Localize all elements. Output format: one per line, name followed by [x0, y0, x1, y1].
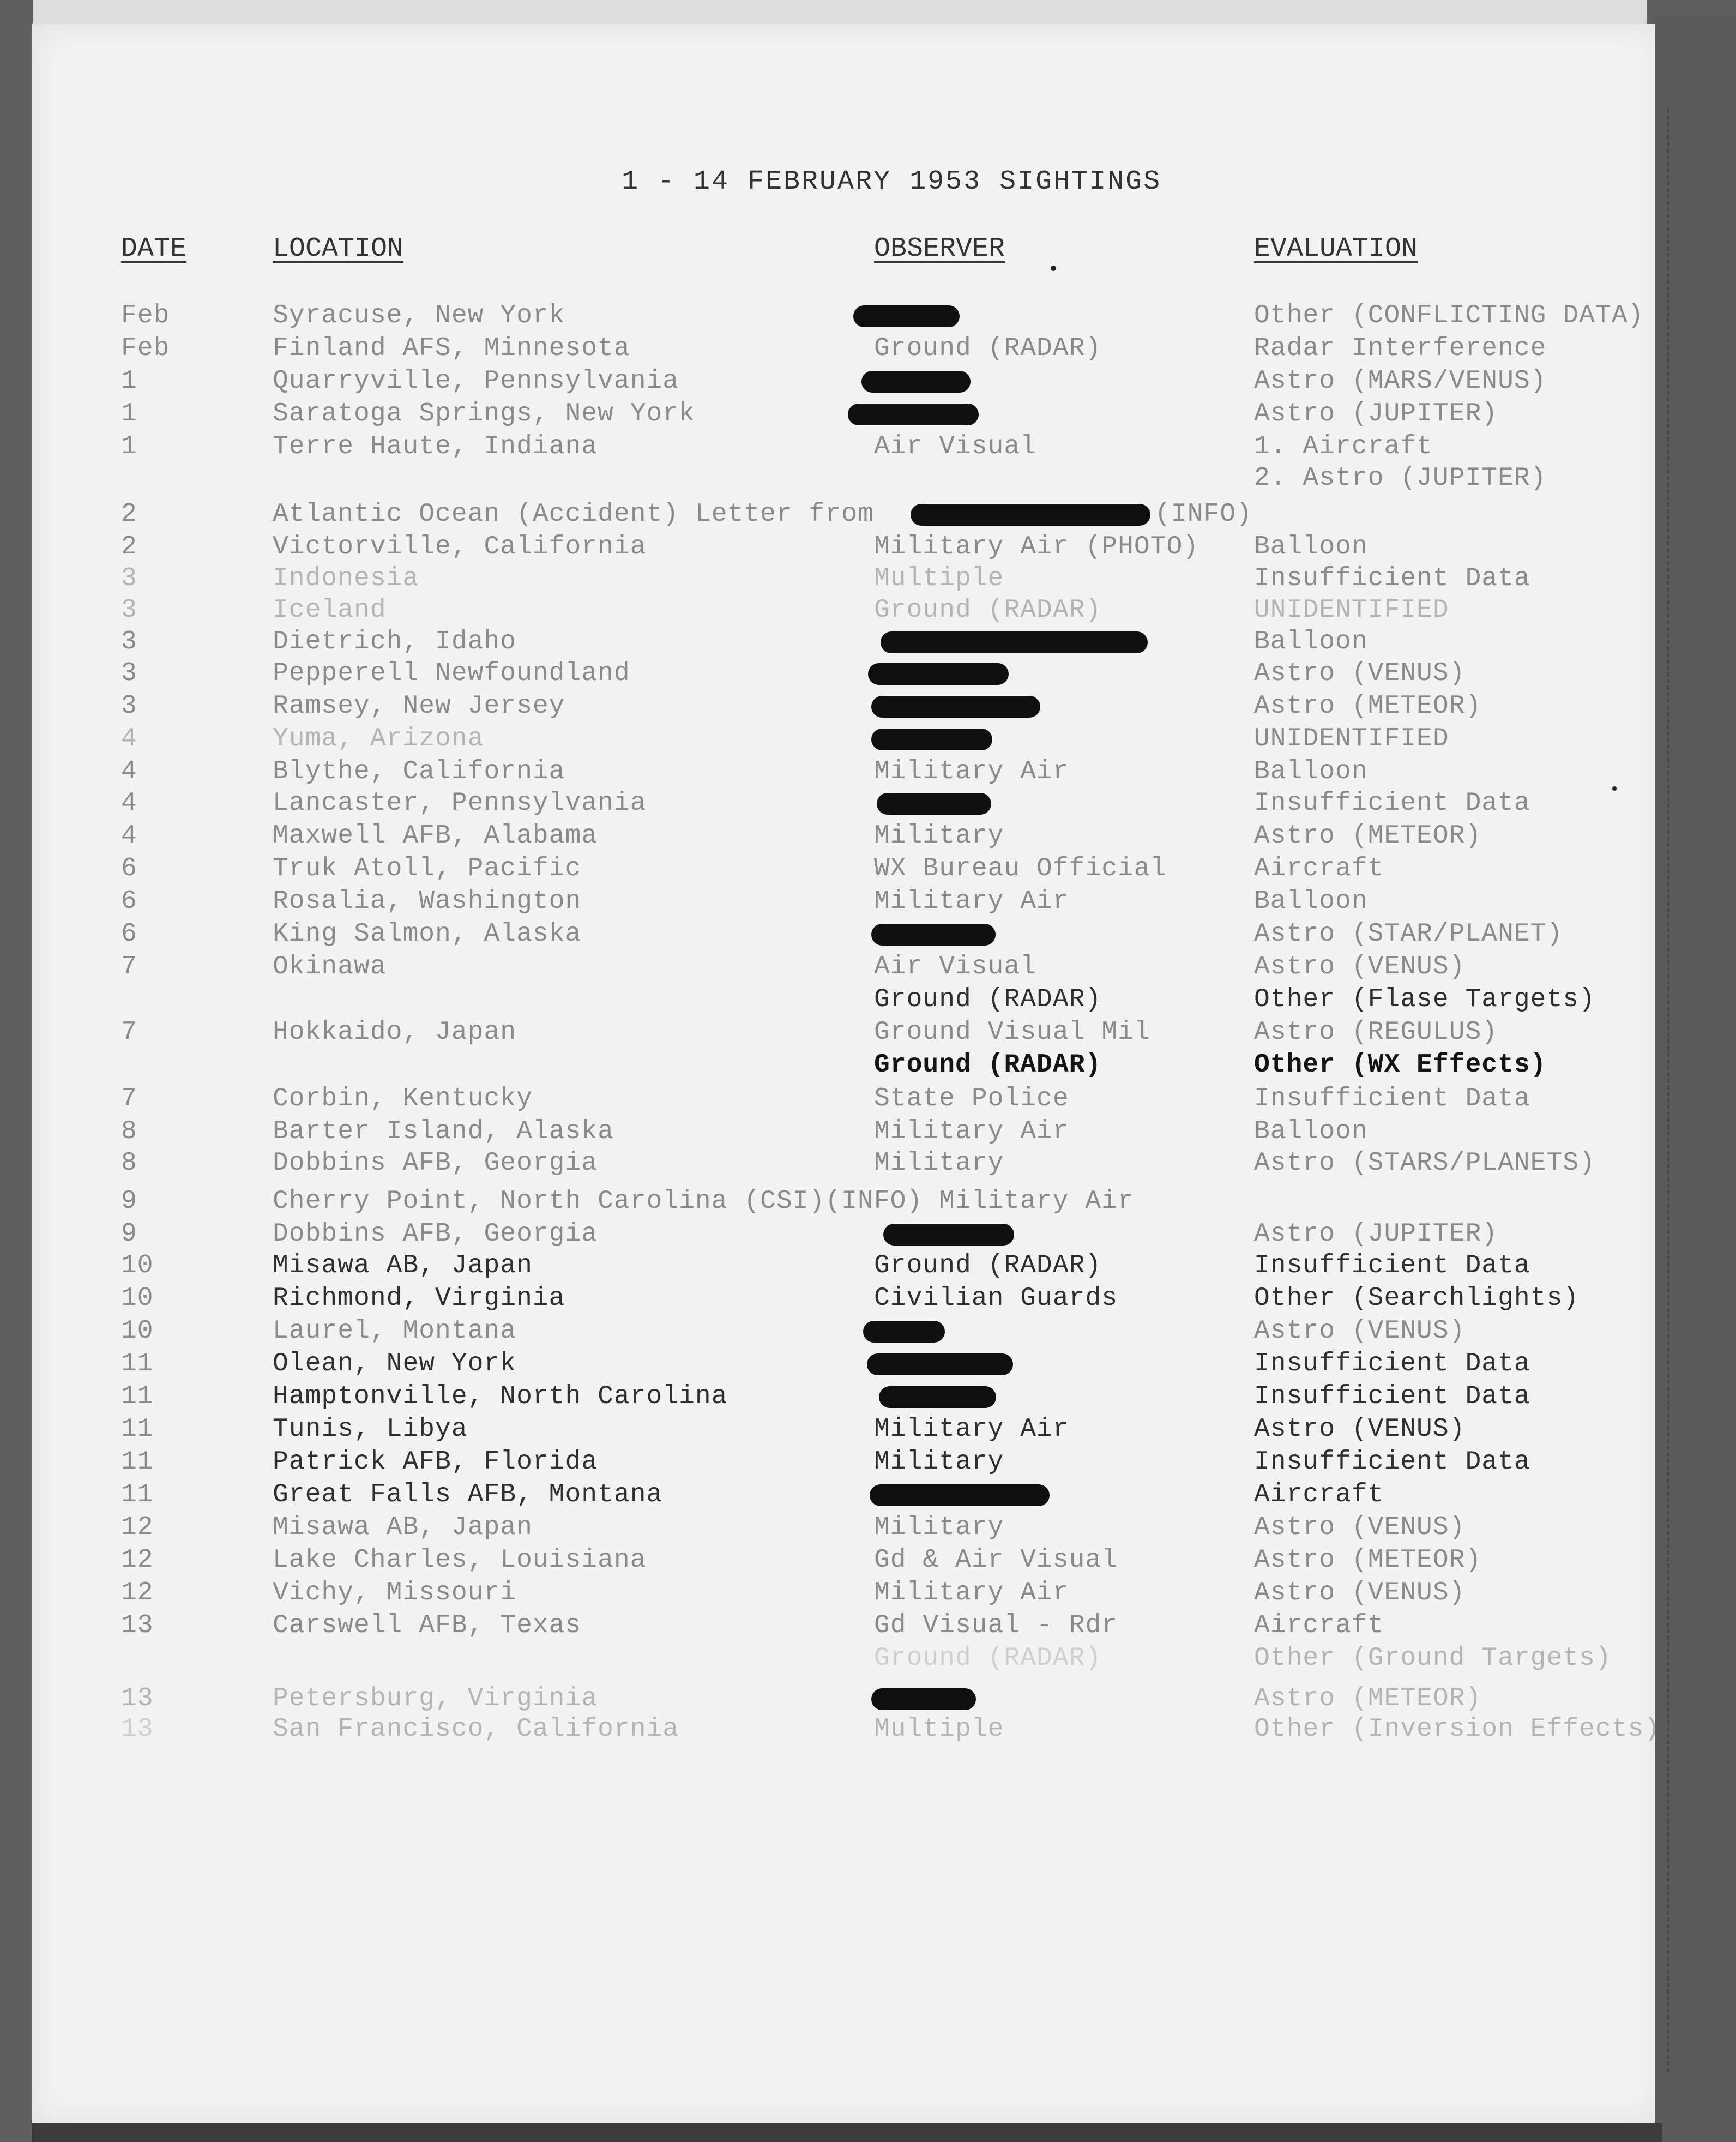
cell-evaluation: Insufficient Data	[1254, 1084, 1530, 1114]
cell-location: Patrick AFB, Florida	[273, 1447, 598, 1477]
cell-observer: Military	[874, 1513, 1004, 1542]
cell-evaluation: Balloon	[1254, 627, 1368, 657]
cell-location: Rosalia, Washington	[273, 887, 582, 916]
cell-observer: Military Air (PHOTO)	[874, 532, 1199, 562]
cell-evaluation: 2. Astro (JUPITER)	[1254, 464, 1547, 493]
cell-location: Lake Charles, Louisiana	[273, 1545, 647, 1575]
table-row	[0, 461, 1690, 495]
cell-date: 4	[121, 757, 137, 786]
cell-location: Richmond, Virginia	[273, 1284, 565, 1313]
cell-location: Misawa AB, Japan	[273, 1513, 533, 1542]
cell-evaluation: UNIDENTIFIED	[1254, 595, 1449, 625]
cell-observer: (INFO)	[1155, 500, 1252, 529]
cell-evaluation: Other (Flase Targets)	[1254, 985, 1595, 1014]
cell-location: Dobbins AFB, Georgia	[273, 1148, 598, 1178]
cell-date: 7	[121, 952, 137, 982]
table-row	[0, 1641, 1690, 1675]
table-row	[0, 1115, 1690, 1148]
cell-date: 9	[121, 1187, 137, 1216]
cell-location: Tunis, Libya	[273, 1415, 468, 1444]
cell-date: 6	[121, 887, 137, 916]
cell-observer: Military Air	[874, 887, 1069, 916]
cell-date: 3	[121, 691, 137, 721]
table-row	[0, 332, 1690, 365]
cell-evaluation: Other (Inversion Effects)	[1254, 1714, 1661, 1744]
table-row	[0, 397, 1690, 431]
cell-observer: WX Bureau Official	[874, 854, 1167, 883]
cell-location: Iceland	[273, 595, 387, 625]
cell-date: 11	[121, 1349, 154, 1379]
cell-date: 12	[121, 1545, 154, 1575]
cell-observer: Multiple	[874, 1714, 1004, 1744]
table-row	[0, 755, 1690, 789]
cell-date: 10	[121, 1251, 154, 1280]
column-header-observer: OBSERVER	[874, 233, 1005, 264]
cell-date: 10	[121, 1284, 154, 1313]
cell-date: Feb	[121, 334, 170, 363]
cell-date: Feb	[121, 301, 170, 330]
cell-date: 4	[121, 821, 137, 851]
cell-observer: Military Air	[874, 757, 1069, 786]
redaction-mark	[871, 696, 1040, 718]
cell-observer: Ground (RADAR)	[874, 595, 1102, 625]
cell-evaluation: 1. Aircraft	[1254, 432, 1433, 461]
cell-observer: Ground (RADAR)	[874, 1050, 1102, 1080]
column-header-date: DATE	[121, 233, 187, 264]
cell-location: Corbin, Kentucky	[273, 1084, 533, 1114]
cell-observer: Ground (RADAR)	[874, 334, 1102, 363]
cell-evaluation: Astro (VENUS)	[1254, 952, 1466, 982]
cell-location: Blythe, California	[273, 757, 565, 786]
cell-observer: Military	[874, 821, 1004, 851]
cell-date: 6	[121, 919, 137, 949]
cell-evaluation: Insufficient Data	[1254, 1382, 1530, 1411]
cell-location: Indonesia	[273, 564, 419, 593]
cell-evaluation: Balloon	[1254, 1117, 1368, 1146]
redaction-mark	[863, 1321, 945, 1343]
redaction-mark	[867, 1353, 1013, 1375]
cell-date: 3	[121, 595, 137, 625]
cell-evaluation: Insufficient Data	[1254, 564, 1530, 593]
cell-evaluation: Insufficient Data	[1254, 1349, 1530, 1379]
redaction-mark	[883, 1224, 1014, 1246]
cell-evaluation: Other (CONFLICTING DATA)	[1254, 301, 1644, 330]
cell-observer: Military	[874, 1148, 1004, 1178]
cell-date: 11	[121, 1480, 154, 1509]
redaction-mark	[848, 404, 979, 425]
cell-date: 1	[121, 366, 137, 396]
table-row	[0, 299, 1690, 333]
cell-evaluation: Astro (METEOR)	[1254, 691, 1482, 721]
cell-location: Saratoga Springs, New York	[273, 399, 695, 429]
cell-location: Ramsey, New Jersey	[273, 691, 565, 721]
cell-evaluation: Astro (VENUS)	[1254, 1316, 1466, 1346]
cell-date: 13	[121, 1611, 154, 1640]
table-row	[0, 1478, 1690, 1512]
table-row	[0, 1543, 1690, 1577]
cell-date: 7	[121, 1018, 137, 1047]
cell-evaluation: Astro (MARS/VENUS)	[1254, 366, 1547, 396]
table-row	[0, 819, 1690, 853]
table-row	[0, 625, 1690, 659]
cell-location: Dobbins AFB, Georgia	[273, 1219, 598, 1249]
table-row	[0, 1445, 1690, 1479]
cell-location: Yuma, Arizona	[273, 724, 484, 754]
table-row	[0, 885, 1690, 918]
cell-observer: Ground (RADAR)	[874, 985, 1102, 1014]
redaction-mark	[877, 793, 991, 815]
cell-date: 3	[121, 627, 137, 657]
cell-observer: Ground (RADAR)	[874, 1251, 1102, 1280]
cell-location: Maxwell AFB, Alabama	[273, 821, 598, 851]
cell-date: 3	[121, 659, 137, 688]
cell-evaluation: Astro (JUPITER)	[1254, 1219, 1498, 1249]
table-row	[0, 562, 1690, 595]
cell-location: Olean, New York	[273, 1349, 517, 1379]
cell-observer: Ground Visual Mil	[874, 1018, 1150, 1047]
cell-date: 11	[121, 1415, 154, 1444]
cell-location: Finland AFS, Minnesota	[273, 334, 630, 363]
redaction-mark	[853, 305, 960, 327]
table-row	[0, 497, 1690, 531]
table-row	[0, 786, 1690, 820]
cell-date: 1	[121, 432, 137, 461]
cell-date: 12	[121, 1513, 154, 1542]
redaction-mark	[871, 1688, 976, 1710]
cell-evaluation: Astro (STARS/PLANETS)	[1254, 1148, 1595, 1178]
cell-location: Laurel, Montana	[273, 1316, 517, 1346]
cell-date: 13	[121, 1684, 154, 1713]
table-row	[0, 852, 1690, 886]
table-row	[0, 1015, 1690, 1049]
redaction-mark	[871, 924, 996, 946]
table-row	[0, 1380, 1690, 1413]
table-row	[0, 1281, 1690, 1315]
table-row	[0, 1511, 1690, 1544]
cell-evaluation: Insufficient Data	[1254, 1251, 1530, 1280]
cell-date: 11	[121, 1447, 154, 1477]
table-row	[0, 917, 1690, 951]
cell-observer: Gd & Air Visual	[874, 1545, 1118, 1575]
redaction-mark	[911, 504, 1150, 526]
column-header-evaluation: EVALUATION	[1254, 233, 1418, 264]
table-row	[0, 1609, 1690, 1642]
cell-evaluation: Aircraft	[1254, 1480, 1384, 1509]
cell-location: Dietrich, Idaho	[273, 627, 517, 657]
cell-evaluation: Astro (VENUS)	[1254, 659, 1466, 688]
table-row	[0, 1682, 1690, 1716]
cell-observer: Gd Visual - Rdr	[874, 1611, 1118, 1640]
cell-location: Hamptonville, North Carolina	[273, 1382, 728, 1411]
cell-location: Carswell AFB, Texas	[273, 1611, 582, 1640]
table-row	[0, 1347, 1690, 1381]
cell-location: Victorville, California	[273, 532, 647, 562]
table-row	[0, 430, 1690, 464]
cell-location: Petersburg, Virginia	[273, 1684, 598, 1713]
table-row	[0, 1576, 1690, 1610]
table-row	[0, 722, 1690, 756]
page-title: 1 - 14 FEBRUARY 1953 SIGHTINGS	[622, 166, 1162, 197]
cell-evaluation: Other (Ground Targets)	[1254, 1644, 1612, 1673]
table-row	[0, 983, 1690, 1016]
cell-date: 4	[121, 789, 137, 818]
cell-location: Lancaster, Pennsylvania	[273, 789, 647, 818]
table-row	[0, 1712, 1690, 1746]
cell-date: 1	[121, 399, 137, 429]
cell-location: Pepperell Newfoundland	[273, 659, 630, 688]
cell-evaluation: Astro (JUPITER)	[1254, 399, 1498, 429]
cell-date: 7	[121, 1084, 137, 1114]
scan-top-edge	[33, 0, 1647, 25]
cell-date: 8	[121, 1148, 137, 1178]
cell-date: 12	[121, 1578, 154, 1608]
cell-date: 6	[121, 854, 137, 883]
table-row	[0, 1249, 1690, 1283]
cell-observer: Civilian Guards	[874, 1284, 1118, 1313]
cell-date: 2	[121, 532, 137, 562]
cell-location: Hokkaido, Japan	[273, 1018, 517, 1047]
scan-bottom-edge	[32, 2123, 1662, 2142]
cell-date: 2	[121, 500, 137, 529]
cell-observer: Military Air	[874, 1117, 1069, 1146]
cell-location: Atlantic Ocean (Accident) Letter from	[273, 500, 874, 529]
cell-date: 3	[121, 564, 137, 593]
cell-location: San Francisco, California	[273, 1714, 679, 1744]
cell-evaluation: Aircraft	[1254, 854, 1384, 883]
table-row	[0, 950, 1690, 984]
redaction-mark	[871, 729, 992, 750]
table-row	[0, 1184, 1690, 1218]
cell-evaluation: UNIDENTIFIED	[1254, 724, 1449, 754]
cell-evaluation: Balloon	[1254, 887, 1368, 916]
table-row	[0, 1314, 1690, 1348]
cell-evaluation: Balloon	[1254, 532, 1368, 562]
cell-evaluation: Astro (VENUS)	[1254, 1513, 1466, 1542]
redaction-mark	[861, 371, 971, 393]
table-row	[0, 1146, 1690, 1180]
cell-evaluation: Radar Interference	[1254, 334, 1547, 363]
table-row	[0, 657, 1690, 690]
table-row	[0, 530, 1690, 564]
cell-evaluation: Other (WX Effects)	[1254, 1050, 1547, 1080]
cell-observer: Air Visual	[874, 952, 1037, 982]
redaction-mark	[870, 1484, 1050, 1506]
cell-observer: Ground (RADAR)	[874, 1644, 1102, 1673]
redaction-mark	[868, 663, 1009, 685]
cell-evaluation: Astro (VENUS)	[1254, 1578, 1466, 1608]
cell-location: Terre Haute, Indiana	[273, 432, 598, 461]
redaction-mark	[879, 1386, 996, 1408]
cell-location: Truk Atoll, Pacific	[273, 854, 582, 883]
cell-observer: Multiple	[874, 564, 1004, 593]
cell-evaluation: Other (Searchlights)	[1254, 1284, 1580, 1313]
cell-location: Cherry Point, North Carolina (CSI)(INFO) Military Air	[273, 1187, 1134, 1216]
cell-evaluation: Astro (VENUS)	[1254, 1415, 1466, 1444]
column-header-location: LOCATION	[273, 233, 404, 264]
cell-location: King Salmon, Alaska	[273, 919, 582, 949]
cell-evaluation: Insufficient Data	[1254, 789, 1530, 818]
cell-date: 10	[121, 1316, 154, 1346]
table-row	[0, 1412, 1690, 1446]
cell-location: Great Falls AFB, Montana	[273, 1480, 663, 1509]
cell-observer: Military	[874, 1447, 1004, 1477]
cell-location: Barter Island, Alaska	[273, 1117, 614, 1146]
table-row	[0, 1217, 1690, 1251]
cell-date: 8	[121, 1117, 137, 1146]
redaction-mark	[881, 631, 1148, 653]
cell-location: Misawa AB, Japan	[273, 1251, 533, 1280]
cell-evaluation: Astro (METEOR)	[1254, 821, 1482, 851]
cell-evaluation: Astro (METEOR)	[1254, 1545, 1482, 1575]
cell-location: Syracuse, New York	[273, 301, 565, 330]
cell-date: 9	[121, 1219, 137, 1249]
cell-date: 4	[121, 724, 137, 754]
cell-location: Vichy, Missouri	[273, 1578, 517, 1608]
cell-location: Okinawa	[273, 952, 387, 982]
cell-evaluation: Astro (METEOR)	[1254, 1684, 1482, 1713]
cell-location: Quarryville, Pennsylvania	[273, 366, 679, 396]
table-row	[0, 1082, 1690, 1116]
cell-evaluation: Balloon	[1254, 757, 1368, 786]
table-row	[0, 689, 1690, 723]
cell-evaluation: Insufficient Data	[1254, 1447, 1530, 1477]
cell-observer: State Police	[874, 1084, 1069, 1114]
cell-evaluation: Astro (REGULUS)	[1254, 1018, 1498, 1047]
cell-date: 11	[121, 1382, 154, 1411]
ink-speck	[1051, 266, 1056, 271]
table-row	[0, 1048, 1690, 1082]
cell-observer: Military Air	[874, 1578, 1069, 1608]
cell-evaluation: Astro (STAR/PLANET)	[1254, 919, 1563, 949]
table-row	[0, 593, 1690, 627]
table-row	[0, 364, 1690, 398]
cell-observer: Military Air	[874, 1415, 1069, 1444]
cell-evaluation: Aircraft	[1254, 1611, 1384, 1640]
cell-date: 13	[121, 1714, 154, 1744]
cell-observer: Air Visual	[874, 432, 1037, 461]
